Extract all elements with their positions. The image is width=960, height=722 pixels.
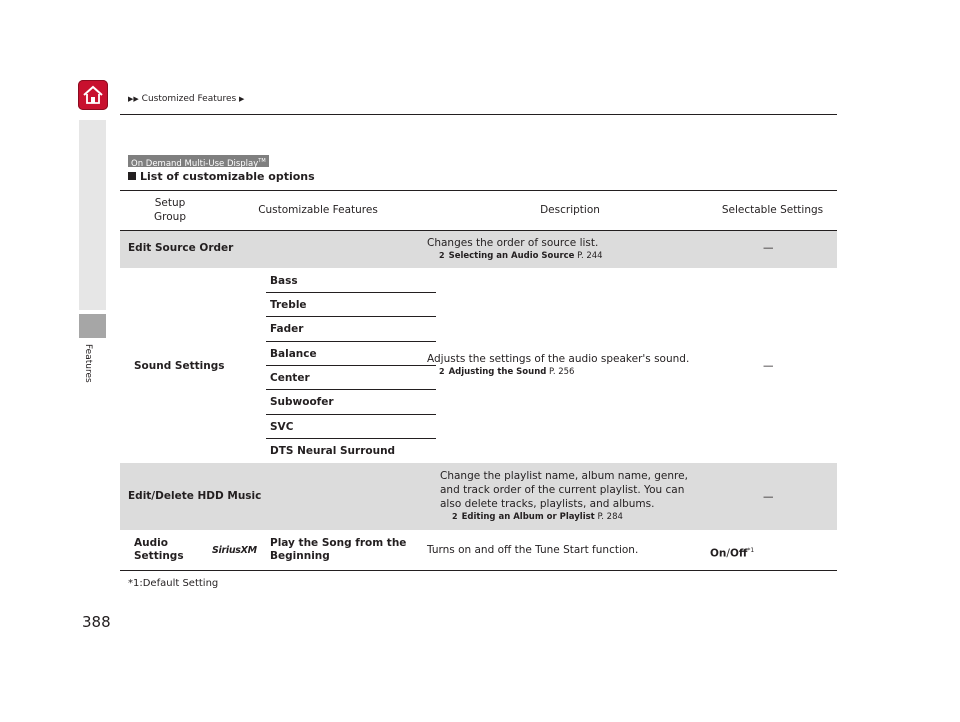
feature-divider [266,341,436,342]
options-table [120,190,837,571]
feature-balance: Balance [270,348,317,360]
reference-arrow-icon: 2 [439,251,445,260]
home-icon [82,84,104,106]
feature-divider [266,316,436,317]
edit-source-settings: — [763,242,774,254]
reference-link[interactable]: Adjusting the Sound [448,367,547,377]
audio-settings-group: Audio Settings [134,537,184,562]
reference-link[interactable]: Editing an Album or Playlist [461,512,595,522]
feature-divider [266,365,436,366]
feature-divider [266,414,436,415]
tune-start-description: Turns on and off the Tune Start function. [427,544,639,556]
header-description: Description [540,204,600,216]
breadcrumb-link[interactable]: Customized Features [141,94,237,104]
feature-bass: Bass [270,275,298,287]
feature-treble: Treble [270,299,307,311]
feature-fader: Fader [270,323,304,335]
display-badge: On Demand Multi-Use Display™ [128,155,269,167]
siriusxm-logo: SiriusXM [212,545,257,556]
home-button[interactable] [78,80,108,110]
feature-subwoofer: Subwoofer [270,396,334,408]
hdd-description: Change the playlist name, album name, genre, and track order of the current playlist. You can also delete tracks, playlists, and albums. 2 Editing an Album or Playlist P. 284 [440,470,688,522]
reference-arrow-icon: 2 [439,367,445,376]
side-tab-marker[interactable] [79,314,106,338]
reference-link[interactable]: Selecting an Audio Source [448,251,575,261]
bullet-square-icon [128,172,136,180]
tune-start-settings: On/Off$^{*1}$ [710,547,755,560]
feature-dts-neural-surround: DTS Neural Surround [270,445,396,457]
table-bottom-rule [120,570,837,571]
feature-svc: SVC [270,421,294,433]
sound-settings-group: Sound Settings [134,360,225,372]
breadcrumb[interactable] [128,94,244,104]
page-number: 388 [82,613,111,631]
reference-arrow-icon: 2 [452,512,458,521]
section-title: List of customizable options [128,170,315,183]
header-customizable-features: Customizable Features [258,204,378,216]
hdd-settings: — [763,491,774,503]
breadcrumb-arrow-icon: ▶ [239,95,245,103]
breadcrumb-arrow-icon: ▶▶ [128,95,139,103]
footnote: *1:Default Setting [128,578,219,589]
header-divider [120,114,837,115]
hdd-group: Edit/Delete HDD Music [128,490,262,502]
header-selectable-settings: Selectable Settings [721,204,824,216]
edit-source-group: Edit Source Order [128,242,234,254]
play-song-from-beginning: Play the Song from the Beginning [270,537,407,562]
sound-settings-value: — [763,360,774,372]
feature-center: Center [270,372,310,384]
table-top-rule [120,190,837,191]
side-tab-label: Features [83,344,93,383]
feature-divider [266,292,436,293]
header-setup-group: Setup Group [154,197,186,223]
feature-divider [266,438,436,439]
edit-source-description: Changes the order of source list. 2 Selecting an Audio Source P. 244 [427,237,603,261]
feature-divider [266,389,436,390]
side-tab-track [79,120,106,310]
sound-description: Adjusts the settings of the audio speaker's sound. 2 Adjusting the Sound P. 256 [427,353,690,377]
